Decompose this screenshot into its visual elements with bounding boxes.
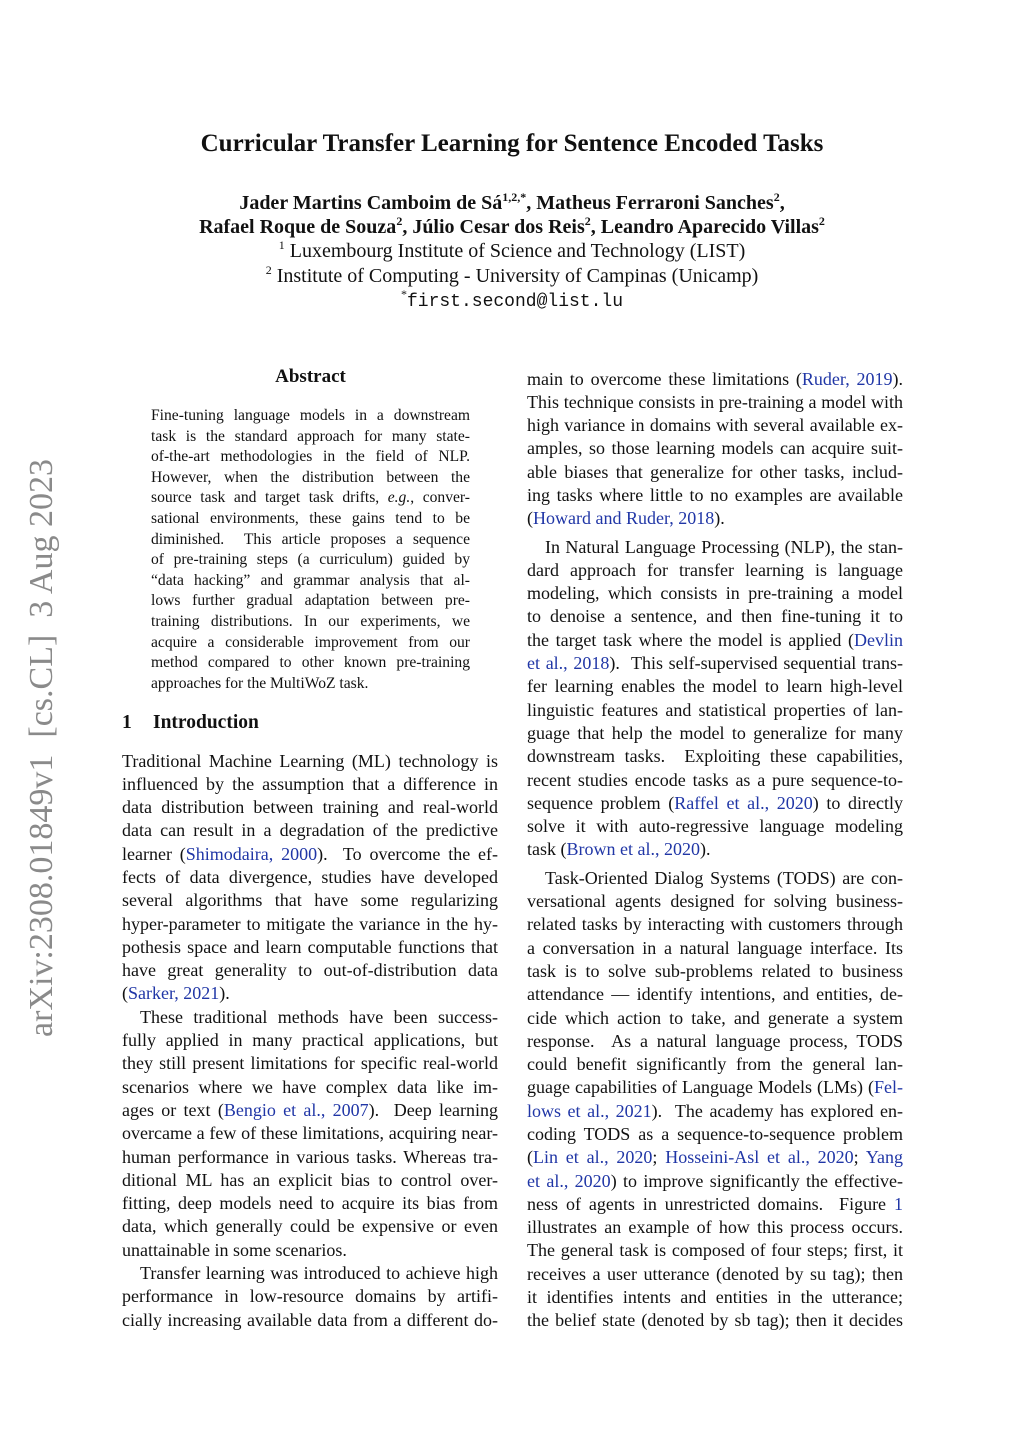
text-line bbox=[122, 889, 498, 912]
text-segment: ). The academy has explored en- bbox=[651, 1100, 903, 1121]
text-line bbox=[527, 867, 903, 890]
text-line bbox=[527, 391, 903, 414]
text-line bbox=[527, 1123, 903, 1146]
left-column-body bbox=[122, 750, 498, 1332]
paragraph bbox=[527, 867, 903, 1333]
text-line bbox=[527, 536, 903, 559]
citation-link[interactable]: et al., 2018 bbox=[527, 653, 610, 674]
text-line bbox=[527, 1309, 903, 1332]
text-segment: data distribution between training and real-world bbox=[122, 797, 498, 818]
text-segment: ( bbox=[527, 508, 533, 529]
text-line bbox=[527, 1193, 903, 1216]
text-segment: scenarios where we have complex data like im- bbox=[122, 1076, 498, 1097]
text-segment: cially increasing available data from a different do- bbox=[122, 1309, 498, 1330]
text-segment: ; bbox=[853, 1147, 866, 1168]
text-line bbox=[122, 1215, 498, 1238]
arxiv-identifier-stamp: arXiv:2308.01849v1 [cs.CL] 3 Aug 2023 bbox=[23, 459, 60, 1037]
author-name: Rafael Roque de Souza bbox=[199, 216, 397, 238]
text-segment: sational environments, these gains tend to be bbox=[151, 509, 470, 527]
text-segment: main to overcome these limitations ( bbox=[527, 368, 802, 389]
text-line bbox=[151, 653, 470, 674]
text-segment: performance in low-resource domains by artifi- bbox=[122, 1286, 498, 1307]
text-line bbox=[527, 484, 903, 507]
text-segment: versational agents designed for solving business- bbox=[527, 891, 903, 912]
text-segment: Task-Oriented Dialog Systems (TODS) are con- bbox=[545, 867, 903, 888]
text-segment: the target task where the model is applied ( bbox=[527, 629, 854, 650]
text-line bbox=[527, 582, 903, 605]
citation-link[interactable]: Raffel et al., 2020 bbox=[674, 792, 813, 813]
text-segment: ditional ML has an explicit bias to control over- bbox=[122, 1169, 498, 1190]
text-segment: “data hacking” and grammar analysis that al- bbox=[151, 571, 470, 589]
text-segment: dard approach for transfer learning is language bbox=[527, 559, 903, 580]
author-name: , Júlio Cesar dos Reis bbox=[402, 216, 585, 238]
text-segment: This technique consists in pre-training a model with bbox=[527, 391, 903, 412]
text-line bbox=[122, 1309, 498, 1332]
text-line bbox=[122, 936, 498, 959]
abstract-body bbox=[151, 406, 470, 694]
text-line bbox=[122, 866, 498, 889]
text-segment: These traditional methods have been success- bbox=[140, 1006, 498, 1027]
text-segment: ness of agents in unrestricted domains. Figure bbox=[527, 1193, 894, 1214]
text-segment: able biases that generalize for other tasks, includ- bbox=[527, 461, 903, 482]
text-segment: hyper-parameter to mitigate the variance in the hy- bbox=[122, 913, 498, 934]
text-segment: pothesis space and learn computable functions that bbox=[122, 936, 498, 957]
text-line bbox=[527, 1076, 903, 1099]
affiliation bbox=[0, 264, 1024, 288]
text-line bbox=[151, 509, 470, 530]
citation-link[interactable]: Ruder, 2019 bbox=[801, 368, 893, 389]
text-line bbox=[151, 674, 470, 695]
text-line bbox=[527, 1007, 903, 1030]
citation-link[interactable]: Devlin bbox=[854, 629, 903, 650]
text-line bbox=[527, 1030, 903, 1053]
text-line bbox=[122, 1052, 498, 1075]
text-segment: response. As a natural language process, TODS bbox=[527, 1030, 903, 1051]
text-line bbox=[527, 937, 903, 960]
text-segment: ages or text ( bbox=[122, 1099, 224, 1120]
text-segment: receives a user utterance (denoted by su tag); then bbox=[527, 1263, 903, 1284]
text-segment: training distributions. In our experiments, we bbox=[151, 612, 470, 630]
affiliation-text: Luxembourg Institute of Science and Technology (LIST) bbox=[284, 240, 746, 262]
abstract-heading: Abstract bbox=[275, 366, 346, 387]
text-line bbox=[527, 414, 903, 437]
text-segment: ( bbox=[122, 983, 128, 1004]
text-line bbox=[151, 488, 470, 509]
text-segment: Transfer learning was introduced to achieve high bbox=[140, 1263, 498, 1284]
citation-link[interactable]: Sarker, 2021 bbox=[128, 983, 220, 1004]
text-segment: they still present limitations for specific real-world bbox=[122, 1053, 498, 1074]
text-segment: ). To overcome the ef- bbox=[317, 843, 499, 864]
affiliation-mark: 2 bbox=[265, 263, 272, 277]
affiliation bbox=[0, 239, 1024, 263]
text-line bbox=[122, 1006, 498, 1029]
text-segment: the belief state (denoted by sb tag); then it decides bbox=[527, 1310, 903, 1331]
section-title: Introduction bbox=[153, 712, 259, 733]
text-line bbox=[151, 406, 470, 427]
text-segment: Fine-tuning language models in a downstream bbox=[151, 407, 470, 424]
text-segment: task is the standard approach for many state- bbox=[151, 427, 470, 445]
text-segment: recent studies encode tasks as a pure sequence-to- bbox=[527, 769, 903, 790]
text-segment: ing tasks where little to no examples are available bbox=[527, 484, 903, 505]
text-line bbox=[151, 571, 470, 592]
text-segment: ) to directly bbox=[812, 792, 903, 813]
text-segment: task is to solve sub-problems related to business bbox=[527, 960, 903, 981]
text-segment: of pre-training steps (a curriculum) guided by bbox=[151, 551, 470, 569]
text-segment: source task and target task drifts, bbox=[151, 489, 388, 507]
text-line bbox=[122, 913, 498, 936]
text-segment: influenced by the assumption that a difference in bbox=[122, 773, 498, 794]
text-line bbox=[527, 629, 903, 652]
author-name: Jader Martins Camboim de Sá bbox=[239, 192, 503, 214]
text-line bbox=[527, 1263, 903, 1286]
email-text: first.second@list.lu bbox=[406, 292, 624, 312]
text-segment: task ( bbox=[527, 839, 567, 860]
text-segment: , conver- bbox=[410, 489, 470, 507]
affiliation-mark: 1 bbox=[278, 238, 285, 252]
text-line bbox=[151, 427, 470, 448]
text-segment: sequence problem ( bbox=[527, 792, 675, 813]
text-segment: ( bbox=[527, 1147, 533, 1168]
text-segment: overcame a few of these limitations, acquiring near- bbox=[122, 1123, 498, 1144]
text-segment: downstream tasks. Exploiting these capabilities, bbox=[527, 746, 903, 767]
paragraph bbox=[527, 536, 903, 862]
text-line bbox=[151, 447, 470, 468]
text-line bbox=[122, 1192, 498, 1215]
text-line bbox=[527, 960, 903, 983]
author-name: , Leandro Aparecido Villas bbox=[590, 216, 819, 238]
text-line bbox=[122, 982, 498, 1005]
text-segment: ; bbox=[652, 1147, 666, 1168]
text-line bbox=[527, 1286, 903, 1309]
text-line bbox=[527, 913, 903, 936]
text-segment: ). This self-supervised sequential trans- bbox=[609, 653, 903, 674]
paragraph bbox=[151, 406, 470, 694]
paragraph bbox=[122, 1006, 498, 1262]
right-column-body bbox=[527, 368, 903, 1333]
text-segment: fully applied in many practical applications, but bbox=[122, 1030, 498, 1051]
author-affiliation-mark: 2 bbox=[773, 190, 780, 204]
text-segment: of-the-art methodologies in the field of NLP. bbox=[151, 448, 470, 466]
text-segment: ). Deep learning bbox=[368, 1099, 498, 1120]
text-segment: ). bbox=[892, 368, 903, 389]
citation-link[interactable]: Yang bbox=[865, 1147, 903, 1168]
text-segment: related tasks by interacting with customers through bbox=[527, 914, 903, 935]
citation-link[interactable]: Fel- bbox=[874, 1077, 903, 1098]
text-line bbox=[122, 1146, 498, 1169]
text-segment: In Natural Language Processing (NLP), the stan- bbox=[545, 536, 903, 557]
citation-link[interactable]: Brown et al., 2020 bbox=[566, 839, 700, 860]
text-line bbox=[527, 769, 903, 792]
text-line bbox=[527, 368, 903, 391]
citation-link[interactable]: Howard and Ruder, 2018 bbox=[533, 508, 715, 529]
author-separator: , bbox=[779, 192, 785, 214]
text-segment: data, which generally could be expensive or even bbox=[122, 1216, 498, 1237]
text-segment: modeling, which consists in pre-training a model bbox=[527, 583, 903, 604]
text-line bbox=[122, 773, 498, 796]
text-line bbox=[527, 1053, 903, 1076]
text-line bbox=[527, 1146, 903, 1169]
text-segment: attendance — identify intentions, and entities, de- bbox=[527, 984, 903, 1005]
citation-link[interactable]: et al., 2020 bbox=[527, 1170, 611, 1191]
text-line bbox=[527, 507, 903, 530]
text-line bbox=[527, 815, 903, 838]
author-affiliation-mark: 2 bbox=[584, 214, 591, 228]
text-segment: solve it with auto-regressive language modeling bbox=[527, 816, 903, 837]
text-line bbox=[151, 550, 470, 571]
text-segment: human performance in various tasks. Whereas tra- bbox=[122, 1146, 498, 1167]
text-line bbox=[527, 1100, 903, 1123]
text-line bbox=[151, 612, 470, 633]
text-segment: diminished. This article proposes a sequence bbox=[151, 530, 470, 548]
contact-email bbox=[0, 288, 1024, 314]
text-line bbox=[527, 890, 903, 913]
text-line bbox=[122, 1262, 498, 1285]
text-segment: fer learning enables the model to learn high-level bbox=[527, 676, 903, 697]
text-line bbox=[527, 437, 903, 460]
affiliation-text: Institute of Computing - University of Campinas (Unicamp) bbox=[271, 265, 759, 287]
text-segment: approaches for the MultiWoZ task. bbox=[151, 674, 369, 692]
citation-link[interactable]: Shimodaira, 2000 bbox=[185, 843, 318, 864]
text-segment: unattainable in some scenarios. bbox=[122, 1239, 347, 1260]
text-segment: ) to improve significantly the effective- bbox=[610, 1170, 903, 1191]
text-line bbox=[527, 699, 903, 722]
text-line bbox=[122, 1285, 498, 1308]
text-segment: learner ( bbox=[122, 843, 186, 864]
text-segment: linguistic features and statistical properties of lan- bbox=[527, 699, 903, 720]
text-segment: fects of data divergence, studies have developed bbox=[122, 866, 498, 887]
author-affiliation-mark: 2 bbox=[818, 214, 825, 228]
section-number: 1 bbox=[122, 712, 132, 733]
text-line bbox=[151, 530, 470, 551]
text-segment: illustrates an example of how this process occurs. bbox=[527, 1217, 903, 1238]
text-line bbox=[527, 1216, 903, 1239]
text-segment: method compared to other known pre-training bbox=[151, 654, 470, 672]
text-line bbox=[122, 819, 498, 842]
text-segment: high variance in domains with several available ex- bbox=[527, 415, 903, 436]
paper-title: Curricular Transfer Learning for Sentence Encoded Tasks bbox=[200, 130, 824, 157]
text-segment: However, when the distribution between the bbox=[151, 468, 470, 486]
text-segment: coding TODS as a sequence-to-sequence problem bbox=[527, 1124, 903, 1144]
text-segment: acquire a considerable improvement from our bbox=[151, 633, 470, 651]
citation-link[interactable]: Hosseini-Asl et al., 2020 bbox=[665, 1147, 854, 1168]
text-segment: ). bbox=[699, 839, 711, 860]
text-segment: to denoise a sentence, and then fine-tuning it to bbox=[527, 606, 903, 627]
text-line bbox=[122, 843, 498, 866]
text-line bbox=[122, 1239, 498, 1262]
text-segment: it identifies intents and entities in the utterance; bbox=[527, 1287, 903, 1308]
text-line bbox=[527, 745, 903, 768]
text-line bbox=[527, 559, 903, 582]
emphasis-text: e.g. bbox=[387, 489, 411, 507]
text-line bbox=[122, 1076, 498, 1099]
text-segment: several algorithms that have some regularizing bbox=[122, 890, 498, 911]
paragraph bbox=[527, 368, 903, 531]
text-segment: The general task is composed of four steps; first, it bbox=[527, 1240, 903, 1261]
text-segment: ). bbox=[219, 983, 230, 1004]
text-line bbox=[527, 1239, 903, 1262]
text-segment: cide which action to take, and generate a system bbox=[527, 1007, 903, 1028]
text-segment: amples, so those learning models can acquire suit- bbox=[527, 438, 903, 459]
text-line bbox=[527, 722, 903, 745]
text-line bbox=[527, 792, 903, 815]
text-segment: guage capabilities of Language Models (LMs) ( bbox=[527, 1077, 874, 1098]
text-line bbox=[122, 750, 498, 773]
author-name: , Matheus Ferraroni Sanches bbox=[526, 192, 774, 214]
text-line bbox=[527, 838, 903, 861]
author-affiliation-mark: 1,2,* bbox=[502, 190, 527, 204]
text-line bbox=[151, 468, 470, 489]
text-line bbox=[122, 959, 498, 982]
text-line bbox=[527, 652, 903, 675]
text-line bbox=[527, 675, 903, 698]
text-line bbox=[122, 1122, 498, 1145]
author-affiliation-mark: 2 bbox=[396, 214, 403, 228]
citation-link[interactable]: Lin et al., 2020 bbox=[533, 1147, 653, 1168]
author-line-2 bbox=[0, 215, 1024, 239]
section-heading-introduction bbox=[122, 712, 259, 734]
text-line bbox=[527, 461, 903, 484]
email-mark: * bbox=[400, 287, 407, 301]
author-line-1 bbox=[0, 191, 1024, 215]
paragraph bbox=[122, 750, 498, 1006]
text-segment: lows further gradual adaptation between pre- bbox=[151, 592, 470, 610]
text-segment: guage that help the model to generalize for many bbox=[527, 722, 903, 743]
text-segment: data can result in a degradation of the predictive bbox=[122, 820, 498, 841]
text-segment: ). bbox=[714, 508, 725, 529]
text-line bbox=[122, 1169, 498, 1192]
text-line bbox=[122, 1029, 498, 1052]
text-line bbox=[527, 605, 903, 628]
citation-link[interactable]: 1 bbox=[894, 1193, 903, 1214]
text-segment: Traditional Machine Learning (ML) technology is bbox=[122, 750, 498, 771]
text-segment: could benefit significantly from the general lan- bbox=[527, 1054, 903, 1075]
text-line bbox=[527, 1170, 903, 1193]
text-segment: fitting, deep models need to acquire its bias from bbox=[122, 1193, 498, 1214]
paragraph bbox=[122, 1262, 498, 1332]
citation-link[interactable]: lows et al., 2021 bbox=[527, 1100, 652, 1121]
text-line bbox=[527, 983, 903, 1006]
citation-link[interactable]: Bengio et al., 2007 bbox=[223, 1099, 369, 1120]
text-segment: a conversation in a natural language interface. Its bbox=[527, 937, 903, 958]
text-line bbox=[122, 1099, 498, 1122]
text-line bbox=[122, 796, 498, 819]
text-line bbox=[151, 591, 470, 612]
text-segment: have great generality to out-of-distribution data bbox=[122, 960, 498, 981]
text-line bbox=[151, 633, 470, 654]
